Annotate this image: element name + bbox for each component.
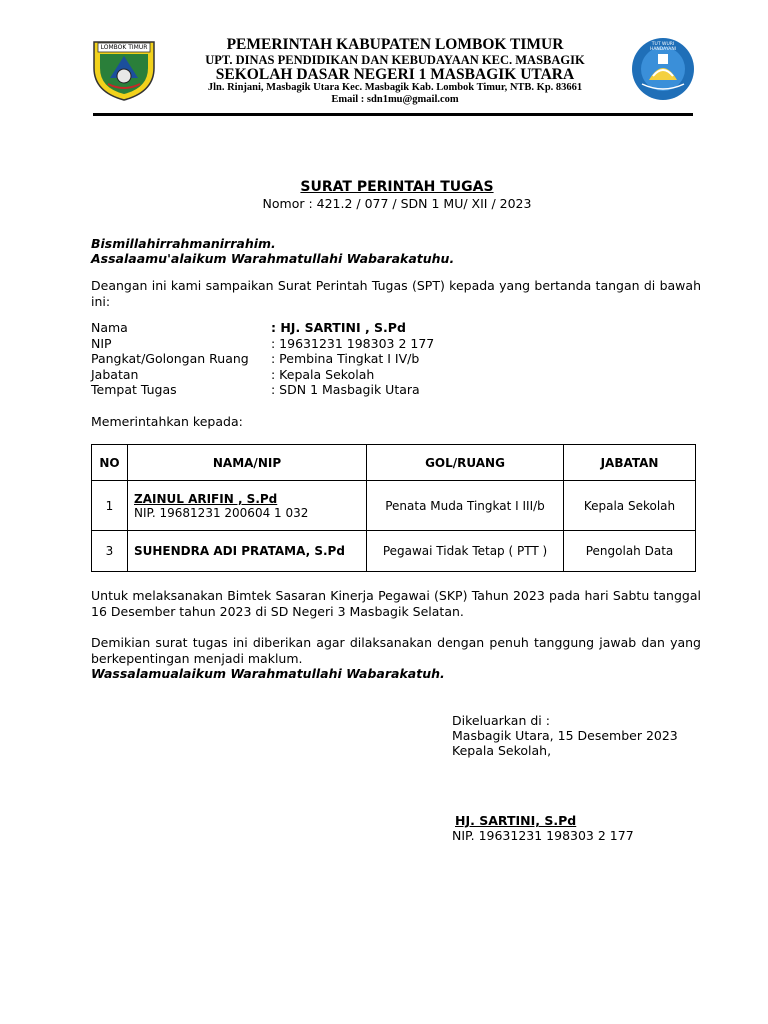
cell-nama-nip (128, 531, 367, 572)
header-gol-ruang: GOL/RUANG (367, 445, 564, 481)
left-logo (88, 38, 160, 102)
salam-closing: Wassalamualaikum Warahmatullahi Wabarakatuh. (91, 666, 445, 681)
field-value: : Kepala Sekolah (271, 366, 375, 382)
left-logo-caption: LOMBOK TIMUR (100, 44, 148, 51)
letterhead-divider (93, 113, 693, 116)
bismillah: Bismillahirrahmanirrahim. (91, 236, 276, 251)
issued-date: Masbagik Utara, 15 Desember 2023 (452, 728, 678, 743)
right-logo-caption: TUT WURI HANDAYANI (649, 42, 677, 52)
assignment-table (91, 444, 696, 572)
letter-number: Nomor : 421.2 / 077 / SDN 1 MU/ XII / 2023 (262, 196, 532, 211)
employee-nip: NIP. 19681231 200604 1 032 (134, 505, 309, 520)
field-label: Tempat Tugas (91, 382, 177, 397)
header-jabatan: JABATAN (564, 445, 696, 481)
cell-nama-nip (128, 481, 367, 531)
agency-title: UPT. DINAS PENDIDIKAN DAN KEBUDAYAAN KEC. MASBAGIK (205, 53, 585, 67)
cell-no: 1 (92, 481, 128, 531)
closing-paragraph: Demikian surat tugas ini diberikan agar dilaksanakan dengan penuh tanggung jawab dan yang berkepentingan menjadi maklum. (91, 635, 701, 666)
school-email: Email : sdn1mu@gmail.com (331, 94, 459, 105)
employee-name: ZAINUL ARIFIN , S.Pd (134, 491, 278, 506)
cell-jabatan: Kepala Sekolah (564, 481, 696, 531)
salam-opening: Assalaamu'alaikum Warahmatullahi Wabarakatuhu. (91, 251, 455, 266)
cell-no: 3 (92, 531, 128, 572)
right-logo (624, 36, 702, 102)
field-label: NIP (91, 335, 112, 351)
signatory-nip: NIP. 19631231 198303 2 177 (452, 828, 634, 843)
field-label: Nama (91, 320, 128, 335)
school-title: SEKOLAH DASAR NEGERI 1 MASBAGIK UTARA (215, 66, 575, 83)
cell-jabatan: Pengolah Data (564, 531, 696, 572)
issued-place-label: Dikeluarkan di : (452, 713, 550, 728)
issuer-position: Kepala Sekolah, (452, 743, 552, 758)
header-no: NO (92, 445, 128, 481)
letter-title: SURAT PERINTAH TUGAS (300, 179, 494, 195)
field-nama (91, 320, 691, 336)
field-value: : 19631231 198303 2 177 (271, 335, 435, 351)
field-value: : Pembina Tingkat I IV/b (271, 351, 420, 366)
field-tempat-tugas (91, 382, 691, 398)
signer-fields (91, 320, 691, 398)
field-value: : SDN 1 Masbagik Utara (271, 382, 420, 397)
gov-title: PEMERINTAH KABUPATEN LOMBOK TIMUR (226, 36, 564, 53)
employee-name: SUHENDRA ADI PRATAMA, S.Pd (134, 544, 345, 558)
cell-gol-ruang: Penata Muda Tingkat I III/b (367, 481, 564, 531)
intro-paragraph: Deangan ini kami sampaikan Surat Perintah Tugas (SPT) kepada yang bertanda tangan di bawah ini: (91, 278, 701, 309)
field-pangkat (91, 351, 691, 367)
purpose-paragraph: Untuk melaksanakan Bimtek Sasaran Kinerja Pegawai (SKP) Tahun 2023 pada hari Sabtu tanggal 16 Desember tahun 2023 di SD Negeri 3 Masbagik Selatan. (91, 588, 701, 619)
order-label: Memerintahkan kepada: (91, 414, 243, 429)
signatory-name: HJ. SARTINI, S.Pd (455, 813, 577, 828)
table-header-row (92, 445, 696, 481)
table-row (92, 531, 696, 572)
field-jabatan (91, 367, 691, 383)
cell-gol-ruang: Pegawai Tidak Tetap ( PTT ) (367, 531, 564, 572)
header-nama-nip: NAMA/NIP (128, 445, 367, 481)
school-address: Jln. Rinjani, Masbagik Utara Kec. Masbagik Kab. Lombok Timur, NTB. Kp. 83661 (207, 82, 583, 93)
field-label: Pangkat/Golongan Ruang (91, 351, 249, 366)
field-value: : HJ. SARTINI , S.Pd (271, 320, 406, 335)
table-row (92, 481, 696, 531)
field-nip (91, 336, 691, 352)
field-label: Jabatan (91, 366, 139, 382)
